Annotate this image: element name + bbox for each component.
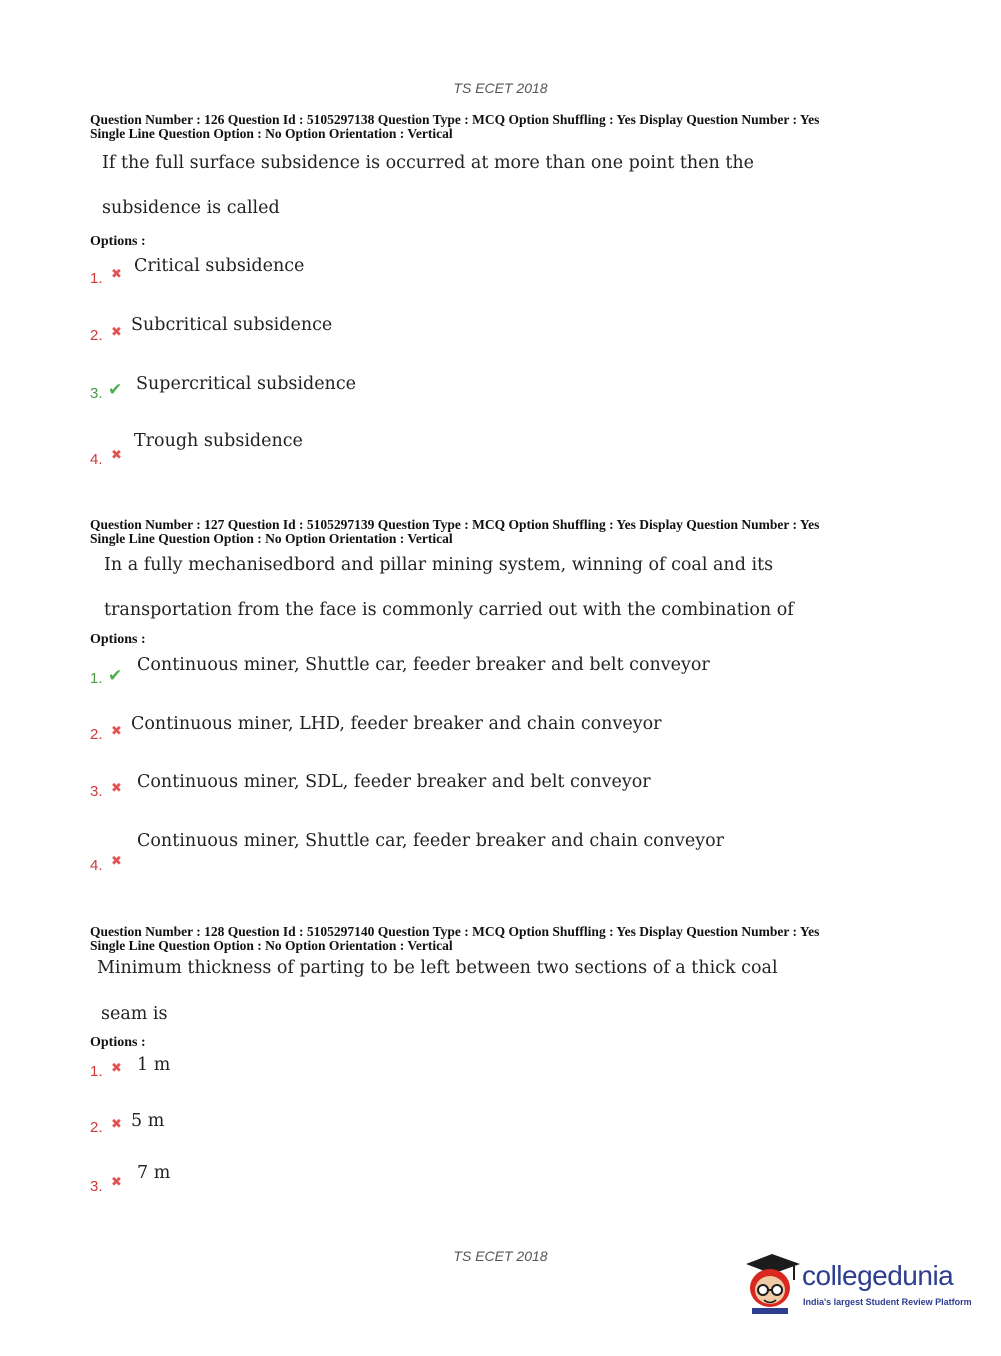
option-text: Supercritical subsidence (136, 374, 356, 394)
options-label: Options : (90, 1035, 146, 1050)
cross-icon: ✖ (111, 1117, 122, 1132)
option-text: Continuous miner, Shuttle car, feeder breaker and chain conveyor (137, 831, 724, 851)
option-text: Trough subsidence (134, 431, 303, 451)
option-text: Continuous miner, SDL, feeder breaker and belt conveyor (137, 772, 651, 792)
option-number: 3. (90, 783, 103, 800)
question-meta-line2: Single Line Question Option : No Option Orientation : Vertical (90, 938, 453, 953)
option-number: 4. (90, 451, 103, 468)
option-number: 2. (90, 726, 103, 743)
option-number: 2. (90, 327, 103, 344)
option-number: 2. (90, 1119, 103, 1136)
cross-icon: ✖ (111, 854, 122, 869)
options-label: Options : (90, 234, 146, 249)
options-label: Options : (90, 632, 146, 647)
cross-icon: ✖ (111, 325, 122, 340)
option-text: 7 m (137, 1163, 171, 1183)
option-text: Critical subsidence (134, 256, 305, 276)
logo-tagline: India's largest Student Review Platform (803, 1297, 972, 1307)
question-meta (90, 925, 920, 953)
option-text: Continuous miner, Shuttle car, feeder breaker and belt conveyor (137, 655, 710, 675)
cross-icon: ✖ (111, 1175, 122, 1190)
page-header: TS ECET 2018 (453, 80, 548, 96)
cross-icon: ✖ (111, 781, 122, 796)
question-meta-line1: Question Number : 128 Question Id : 5105297140 Question Type : MCQ Option Shuffling : Yes Display Question Number : Yes (90, 924, 820, 939)
option-number: 3. (90, 1178, 103, 1195)
option-text: Subcritical subsidence (131, 315, 333, 335)
page-footer: TS ECET 2018 (453, 1248, 548, 1264)
checkmark-icon: ✔ (108, 380, 123, 400)
logo-wordmark: collegedunia (802, 1260, 954, 1291)
question-text-line2: seam is (101, 1004, 168, 1024)
collegedunia-logo (742, 1250, 972, 1320)
question-meta-line2: Single Line Question Option : No Option Orientation : Vertical (90, 531, 453, 546)
question-meta (90, 113, 920, 141)
option-text: 5 m (131, 1111, 165, 1131)
option-number: 1. (90, 270, 103, 287)
option-number: 1. (90, 670, 103, 687)
checkmark-icon: ✔ (108, 666, 123, 686)
cross-icon: ✖ (111, 448, 122, 463)
cross-icon: ✖ (111, 1061, 122, 1076)
option-text: 1 m (137, 1055, 171, 1075)
option-number: 3. (90, 385, 103, 402)
question-meta-line2: Single Line Question Option : No Option Orientation : Vertical (90, 126, 453, 141)
question-text-line1: If the full surface subsidence is occurred at more than one point then the (102, 153, 755, 173)
question-text-line1: Minimum thickness of parting to be left between two sections of a thick coal (97, 958, 778, 978)
question-meta-line1: Question Number : 126 Question Id : 5105297138 Question Type : MCQ Option Shuffling : Yes Display Question Number : Yes (90, 112, 820, 127)
question-text-line2: subsidence is called (102, 198, 280, 218)
question-meta-line1: Question Number : 127 Question Id : 5105297139 Question Type : MCQ Option Shuffling : Yes Display Question Number : Yes (90, 517, 820, 532)
mascot-icon (742, 1250, 804, 1320)
question-text-line2: transportation from the face is commonly carried out with the combination of (104, 600, 794, 620)
option-number: 4. (90, 857, 103, 874)
question-meta (90, 518, 920, 546)
cross-icon: ✖ (111, 724, 122, 739)
question-text-line1: In a fully mechanisedbord and pillar mining system, winning of coal and its (104, 555, 774, 575)
option-number: 1. (90, 1063, 103, 1080)
cross-icon: ✖ (111, 267, 122, 282)
option-text: Continuous miner, LHD, feeder breaker and chain conveyor (131, 714, 662, 734)
